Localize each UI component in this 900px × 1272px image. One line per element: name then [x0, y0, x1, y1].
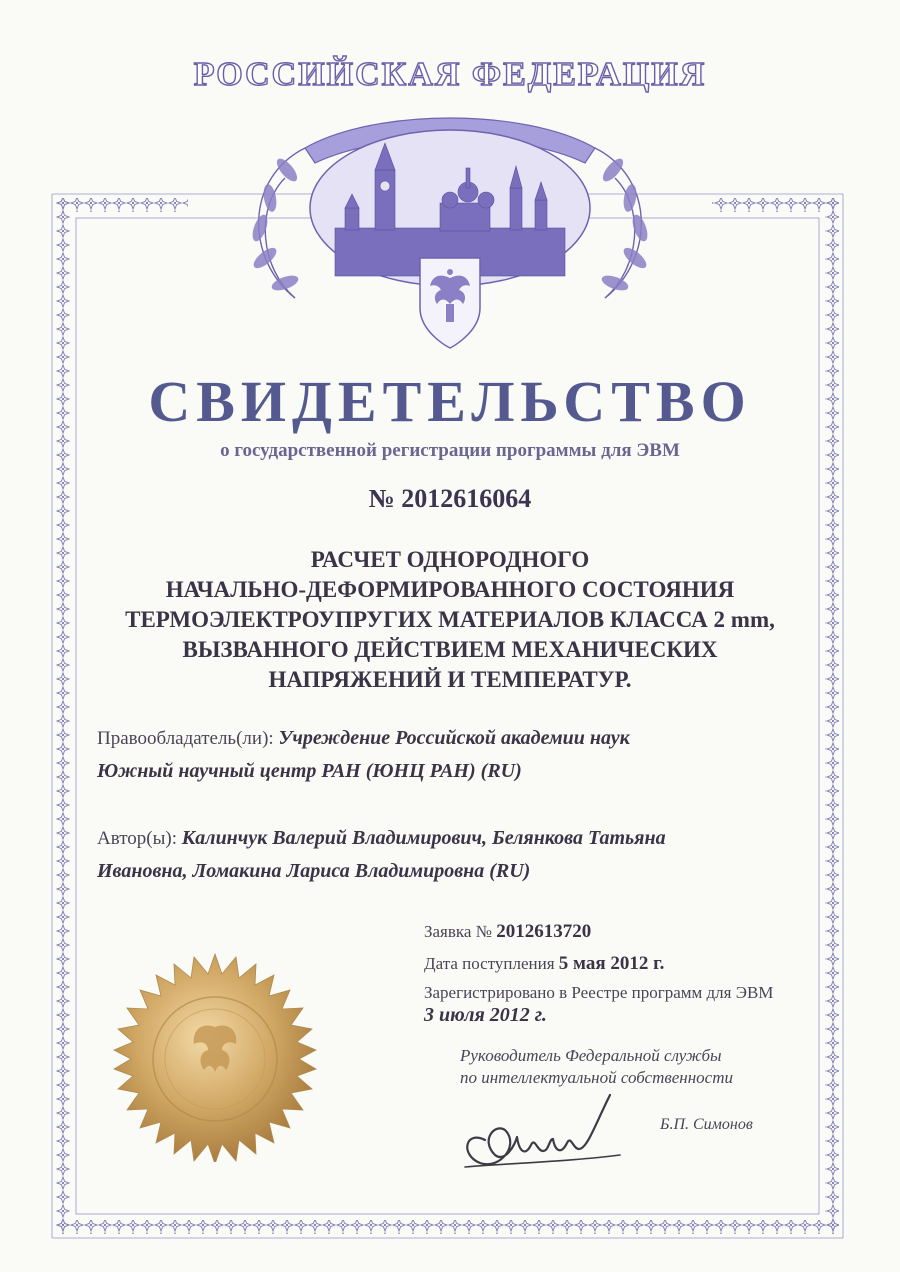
- signer-name: Б.П. Симонов: [660, 1116, 753, 1133]
- rights-holder-name: Учреждение Российской академии наук: [278, 727, 630, 749]
- program-title-line: НАПРЯЖЕНИЙ И ТЕМПЕРАТУР.: [268, 667, 632, 692]
- program-title-line: РАСЧЕТ ОДНОРОДНОГО: [310, 547, 590, 572]
- program-title: [80, 545, 820, 695]
- authors: [97, 822, 817, 888]
- kremlin-emblem-icon: [225, 108, 675, 360]
- signer-position-line1: Руководитель Федеральной службы: [460, 1046, 722, 1065]
- signer-position-line2: по интеллектуальной собственности: [460, 1068, 733, 1087]
- program-title-line: НАЧАЛЬНО-ДЕФОРМИРОВАННОГО СОСТОЯНИЯ: [165, 577, 735, 602]
- application-number: 2012613720: [496, 921, 592, 942]
- program-title-line: ВЫЗВАННОГО ДЕЙСТВИЕМ МЕХАНИЧЕСКИХ: [182, 637, 718, 662]
- program-title-line: ТЕРМОЭЛЕКТРОУПРУГИХ МАТЕРИАЛОВ КЛАССА 2 mm,: [125, 607, 775, 632]
- rights-holder: [97, 722, 817, 788]
- gold-seal-icon: [110, 952, 320, 1162]
- certificate-subtitle: о государственной регистрации программы для ЭВМ: [220, 440, 680, 461]
- authors-names: Калинчук Валерий Владимирович, Белянкова Татьяна: [181, 827, 666, 849]
- rights-holder-name-cont: Южный научный центр РАН (ЮНЦ РАН) (RU): [97, 760, 522, 782]
- received-label: Дата поступления: [424, 954, 555, 973]
- authors-names-cont: Ивановна, Ломакина Лариса Владимировна (RU): [97, 860, 531, 882]
- application-label: Заявка №: [424, 922, 492, 941]
- country-title: РОССИЙСКАЯ ФЕДЕРАЦИЯ: [193, 56, 707, 93]
- certificate-number: № 2012616064: [368, 484, 532, 513]
- application-info: [424, 921, 824, 943]
- received-info: [424, 953, 824, 975]
- certificate-title: СВИДЕТЕЛЬСТВО: [148, 369, 752, 434]
- rights-holder-label: Правообладатель(ли):: [97, 728, 274, 749]
- received-date: 5 мая 2012 г.: [558, 953, 665, 974]
- registered-date: 3 июля 2012 г.: [424, 1004, 547, 1026]
- handwritten-signature-icon: [445, 1085, 655, 1185]
- authors-label: Автор(ы):: [97, 828, 177, 849]
- registered-label: Зарегистрировано в Реестре программ для ЭВМ: [424, 983, 774, 1002]
